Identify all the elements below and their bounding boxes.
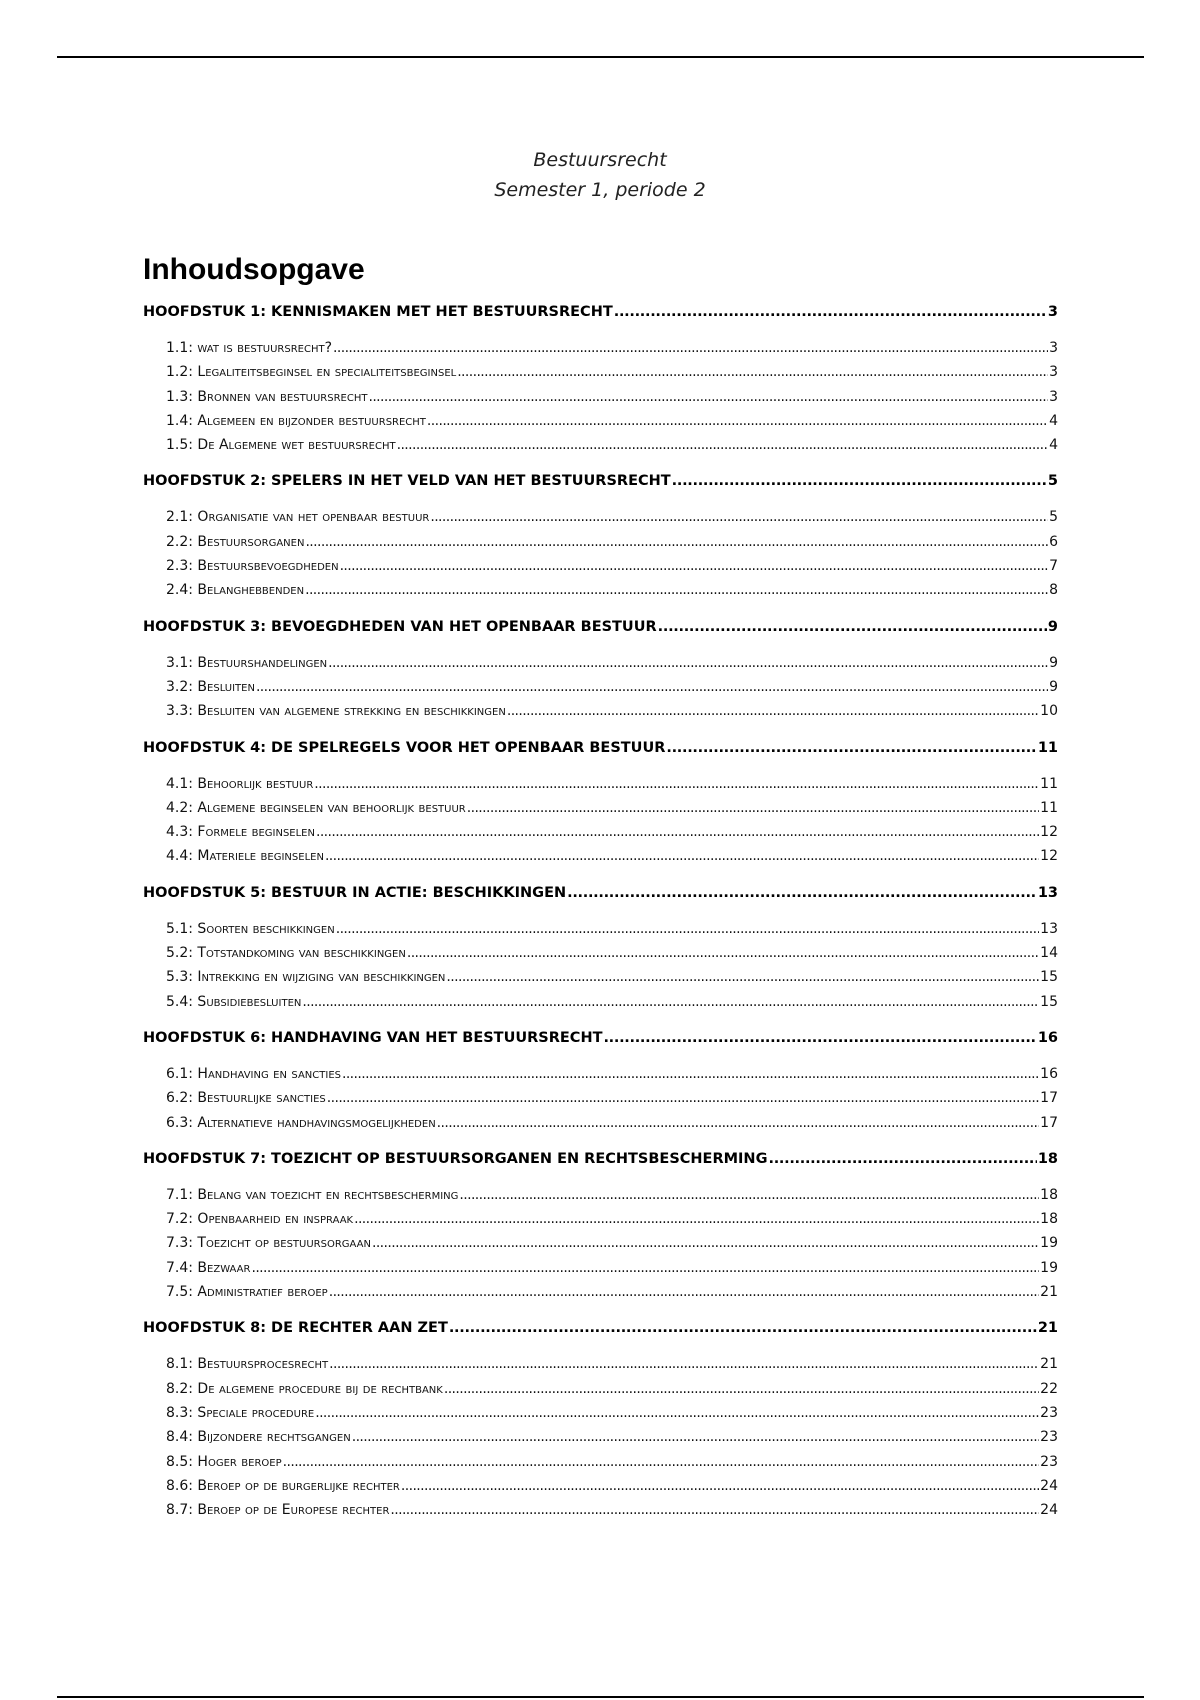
toc-section-entry[interactable] — [143, 1111, 1058, 1135]
toc-dot-leader — [372, 1231, 1039, 1255]
toc-entry-label: 6.3: Alternatieve handhavingsmogelijkheden — [166, 1114, 436, 1131]
toc-entry-label: 8.6: Beroep op de burgerlijke rechter — [166, 1477, 400, 1494]
toc-entry-page-number: 3 — [1049, 364, 1058, 381]
toc-entry-label: 1.5: De Algemene wet bestuursrecht — [166, 437, 396, 454]
toc-section-entry[interactable] — [143, 844, 1058, 868]
document-title-line-2: Semester 1, periode 2 — [494, 179, 706, 201]
toc-entry-page-number: 9 — [1047, 618, 1058, 635]
toc-dot-leader — [567, 881, 1037, 905]
toc-entry-page-number: 21 — [1040, 1356, 1058, 1373]
toc-section-entry[interactable] — [143, 1352, 1058, 1376]
toc-dot-leader — [459, 1183, 1039, 1207]
toc-entry-label: 1.4: Algemeen en bijzonder bestuursrecht — [166, 412, 426, 429]
toc-dot-leader — [397, 433, 1048, 457]
toc-section-entry[interactable] — [143, 1450, 1058, 1474]
toc-entry-page-number: 11 — [1037, 739, 1058, 756]
toc-entry-page-number: 23 — [1040, 1429, 1058, 1446]
toc-entry-page-number: 17 — [1040, 1114, 1058, 1131]
toc-entry-page-number: 18 — [1040, 1186, 1058, 1203]
toc-entry-label: 8.5: Hoger beroep — [166, 1453, 282, 1470]
toc-entry-page-number: 15 — [1040, 993, 1058, 1010]
toc-entry-page-number: 17 — [1040, 1090, 1058, 1107]
toc-dot-leader — [302, 990, 1039, 1014]
toc-entry-label: 3.3: Besluiten van algemene strekking en beschikkingen — [166, 703, 506, 720]
toc-entry-label: 8.3: Speciale procedure — [166, 1404, 315, 1421]
toc-entry-page-number: 22 — [1040, 1380, 1058, 1397]
toc-dot-leader — [672, 469, 1047, 493]
toc-entry-page-number: 23 — [1040, 1404, 1058, 1421]
toc-dot-leader — [342, 1062, 1039, 1086]
footer-rule — [57, 1696, 1144, 1698]
toc-dot-leader — [444, 1377, 1039, 1401]
toc-chapter-entry[interactable] — [143, 1316, 1058, 1340]
toc-entry-label: 2.2: Bestuursorganen — [166, 533, 305, 550]
toc-entry-page-number: 24 — [1040, 1477, 1058, 1494]
toc-section-entry[interactable] — [143, 675, 1058, 699]
toc-entry-label: HOOFDSTUK 5: BESTUUR IN ACTIE: BESCHIKKINGEN — [143, 884, 567, 901]
toc-dot-leader — [316, 820, 1039, 844]
toc-entry-label: HOOFDSTUK 4: DE SPELREGELS VOOR HET OPENBAAR BESTUUR — [143, 739, 666, 756]
toc-entry-label: 4.3: Formele beginselen — [166, 824, 315, 841]
toc-entry-label: 5.3: Intrekking en wijziging van beschikkingen — [166, 969, 446, 986]
header-rule — [57, 56, 1144, 58]
toc-dot-leader — [354, 1207, 1039, 1231]
toc-entry-label: HOOFDSTUK 2: SPELERS IN HET VELD VAN HET BESTUURSRECHT — [143, 473, 671, 490]
toc-entry-label: HOOFDSTUK 6: HANDHAVING VAN HET BESTUURSRECHT — [143, 1029, 603, 1046]
toc-entry-label: 4.1: Behoorlijk bestuur — [166, 775, 314, 792]
toc-section-entry[interactable] — [143, 1062, 1058, 1086]
toc-entry-label: 5.2: Totstandkoming van beschikkingen — [166, 945, 406, 962]
toc-section-entry[interactable] — [143, 917, 1058, 941]
toc-entry-label: HOOFDSTUK 1: KENNISMAKEN MET HET BESTUURSRECHT — [143, 304, 613, 320]
toc-dot-leader — [315, 1401, 1039, 1425]
toc-entry-page-number: 14 — [1040, 945, 1058, 962]
toc-section-entry[interactable] — [143, 1183, 1058, 1207]
toc-section-entry[interactable] — [143, 820, 1058, 844]
toc-entry-label: 7.4: Bezwaar — [166, 1259, 251, 1276]
toc-dot-leader — [305, 530, 1048, 554]
toc-entry-label: HOOFDSTUK 8: DE RECHTER AAN ZET — [143, 1320, 448, 1337]
toc-entry-page-number: 6 — [1049, 533, 1058, 550]
toc-dot-leader — [658, 615, 1047, 639]
toc-section-entry[interactable] — [143, 990, 1058, 1014]
toc-chapter-entry[interactable] — [143, 1147, 1058, 1171]
toc-section-entry[interactable] — [143, 385, 1058, 409]
toc-dot-leader — [333, 336, 1048, 360]
toc-entry-page-number: 3 — [1049, 340, 1058, 356]
toc-dot-leader — [352, 1425, 1039, 1449]
toc-section-entry[interactable] — [143, 554, 1058, 578]
toc-entry-page-number: 12 — [1040, 848, 1058, 865]
toc-entry-page-number: 12 — [1040, 824, 1058, 841]
toc-entry-page-number: 18 — [1037, 1150, 1058, 1167]
toc-section-entry[interactable] — [143, 796, 1058, 820]
toc-section-entry[interactable] — [143, 1256, 1058, 1280]
toc-section-entry[interactable] — [143, 1207, 1058, 1231]
toc-dot-leader — [457, 360, 1048, 384]
toc-entry-label: 1.3: Bronnen van bestuursrecht — [166, 388, 368, 405]
toc-dot-leader — [256, 675, 1048, 699]
toc-dot-leader — [603, 1026, 1036, 1050]
toc-chapter-entry[interactable] — [143, 881, 1058, 905]
toc-dot-leader — [340, 554, 1049, 578]
toc-dot-leader — [467, 796, 1039, 820]
toc-dot-leader — [449, 1316, 1037, 1340]
toc-section-entry[interactable] — [143, 578, 1058, 602]
toc-entry-page-number: 16 — [1040, 1065, 1058, 1082]
toc-entry-page-number: 24 — [1040, 1502, 1058, 1519]
toc-entry-label: 2.4: Belanghebbenden — [166, 582, 305, 599]
toc-section-entry[interactable] — [143, 360, 1058, 384]
toc-chapter-entry[interactable] — [143, 615, 1058, 639]
toc-entry-label: 3.1: Bestuurshandelingen — [166, 654, 328, 671]
toc-chapter-entry[interactable] — [143, 300, 1058, 324]
toc-entry-label: 7.5: Administratief beroep — [166, 1284, 328, 1301]
toc-entry-label: 7.1: Belang van toezicht en rechtsbescherming — [166, 1186, 459, 1203]
toc-dot-leader — [283, 1450, 1040, 1474]
toc-section-entry[interactable] — [143, 941, 1058, 965]
toc-dot-leader — [329, 1280, 1039, 1304]
toc-section-entry[interactable] — [143, 530, 1058, 554]
toc-entry-label: 5.4: Subsidiebesluiten — [166, 993, 302, 1010]
toc-entry-page-number: 21 — [1037, 1320, 1058, 1337]
toc-entry-label: HOOFDSTUK 3: BEVOEGDHEDEN VAN HET OPENBAAR BESTUUR — [143, 618, 657, 635]
toc-entry-label: HOOFDSTUK 7: TOEZICHT OP BESTUURSORGANEN EN RECHTSBESCHERMING — [143, 1150, 768, 1167]
toc-dot-leader — [336, 917, 1039, 941]
toc-entry-label: 2.3: Bestuursbevoegdheden — [166, 558, 339, 575]
toc-entry-page-number: 13 — [1037, 884, 1058, 901]
toc-dot-leader — [390, 1498, 1039, 1522]
toc-entry-page-number: 18 — [1040, 1211, 1058, 1228]
toc-entry-label: 8.7: Beroep op de Europese rechter — [166, 1502, 390, 1519]
toc-dot-leader — [768, 1147, 1036, 1171]
toc-section-entry[interactable] — [143, 1086, 1058, 1110]
toc-section-entry[interactable] — [143, 409, 1058, 433]
toc-section-entry[interactable] — [143, 1377, 1058, 1401]
toc-entry-label: 8.1: Bestuursprocesrecht — [166, 1356, 329, 1373]
toc-entry-page-number: 9 — [1049, 654, 1058, 671]
toc-section-entry[interactable] — [143, 336, 1058, 360]
toc-entry-label: 1.1: wat is bestuursrecht? — [166, 340, 333, 356]
toc-dot-leader — [325, 844, 1039, 868]
toc-entry-page-number: 9 — [1049, 678, 1058, 695]
toc-section-entry[interactable] — [143, 772, 1058, 796]
toc-entry-label: 6.1: Handhaving en sancties — [166, 1065, 341, 1082]
toc-dot-leader — [446, 965, 1039, 989]
toc-entry-label: 7.2: Openbaarheid en inspraak — [166, 1211, 354, 1228]
toc-section-entry[interactable] — [143, 651, 1058, 675]
toc-dot-leader — [329, 1352, 1039, 1376]
toc-dot-leader — [327, 1086, 1039, 1110]
toc-entry-page-number: 3 — [1047, 304, 1058, 320]
toc-entry-label: 8.4: Bijzondere rechtsgangen — [166, 1429, 351, 1446]
toc-chapter-entry[interactable] — [143, 469, 1058, 493]
toc-section-entry[interactable] — [143, 965, 1058, 989]
toc-dot-leader — [328, 651, 1048, 675]
toc-entry-page-number: 13 — [1040, 920, 1058, 937]
toc-entry-label: 5.1: Soorten beschikkingen — [166, 920, 335, 937]
document-title-line-1: Bestuursrecht — [533, 149, 667, 171]
toc-dot-leader — [251, 1256, 1039, 1280]
toc-entry-page-number: 15 — [1040, 969, 1058, 986]
toc-chapter-entry[interactable] — [143, 1026, 1058, 1050]
toc-dot-leader — [430, 505, 1048, 529]
toc-entry-page-number: 16 — [1037, 1029, 1058, 1046]
toc-entry-page-number: 19 — [1040, 1235, 1058, 1252]
toc-entry-label: 7.3: Toezicht op bestuursorgaan — [166, 1235, 371, 1252]
toc-entry-label: 8.2: De algemene procedure bij de rechtbank — [166, 1380, 443, 1397]
toc-entry-page-number: 21 — [1040, 1284, 1058, 1301]
toc-entry-page-number: 5 — [1049, 509, 1058, 526]
toc-entry-label: 4.2: Algemene beginselen van behoorlijk bestuur — [166, 799, 466, 816]
toc-dot-leader — [666, 736, 1036, 760]
toc-entry-page-number: 11 — [1040, 775, 1058, 792]
toc-section-entry[interactable] — [143, 699, 1058, 723]
toc-entry-page-number: 4 — [1049, 412, 1058, 429]
table-of-contents — [143, 300, 1058, 1522]
toc-section-entry[interactable] — [143, 1231, 1058, 1255]
toc-section-entry[interactable] — [143, 1474, 1058, 1498]
toc-dot-leader — [407, 941, 1039, 965]
toc-entry-label: 3.2: Besluiten — [166, 678, 255, 695]
toc-section-entry[interactable] — [143, 1401, 1058, 1425]
toc-section-entry[interactable] — [143, 433, 1058, 457]
document-title — [0, 145, 1200, 205]
toc-heading: Inhoudsopgave — [143, 253, 365, 286]
toc-section-entry[interactable] — [143, 1280, 1058, 1304]
toc-entry-label: 6.2: Bestuurlijke sancties — [166, 1090, 326, 1107]
toc-dot-leader — [437, 1111, 1040, 1135]
toc-entry-page-number: 19 — [1040, 1259, 1058, 1276]
toc-section-entry[interactable] — [143, 505, 1058, 529]
toc-dot-leader — [305, 578, 1048, 602]
toc-entry-page-number: 4 — [1049, 437, 1058, 454]
toc-entry-label: 4.4: Materiele beginselen — [166, 848, 324, 865]
toc-entry-page-number: 10 — [1040, 703, 1058, 720]
toc-entry-page-number: 11 — [1040, 799, 1058, 816]
toc-section-entry[interactable] — [143, 1425, 1058, 1449]
toc-entry-page-number: 23 — [1040, 1453, 1058, 1470]
toc-entry-label: 1.2: Legaliteitsbeginsel en specialiteitsbeginsel — [166, 364, 457, 381]
toc-entry-page-number: 7 — [1049, 558, 1058, 575]
toc-dot-leader — [614, 300, 1047, 324]
toc-dot-leader — [427, 409, 1048, 433]
toc-entry-label: 2.1: Organisatie van het openbaar bestuur — [166, 509, 430, 526]
toc-section-entry[interactable] — [143, 1498, 1058, 1522]
toc-entry-page-number: 5 — [1047, 473, 1058, 490]
toc-dot-leader — [401, 1474, 1039, 1498]
toc-dot-leader — [507, 699, 1039, 723]
toc-entry-page-number: 3 — [1049, 388, 1058, 405]
toc-entry-page-number: 8 — [1049, 582, 1058, 599]
toc-chapter-entry[interactable] — [143, 736, 1058, 760]
toc-dot-leader — [314, 772, 1039, 796]
toc-dot-leader — [368, 385, 1048, 409]
